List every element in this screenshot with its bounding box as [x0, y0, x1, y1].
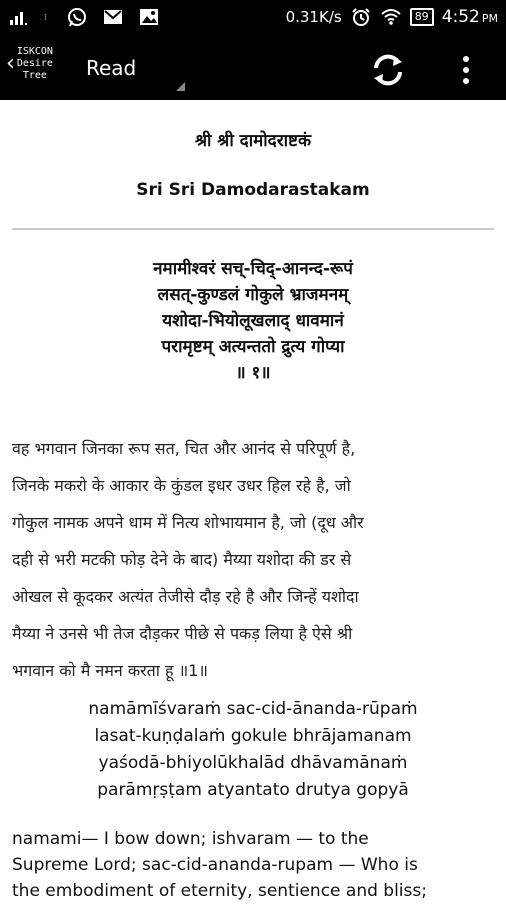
title-hindi: श्री श्री दामोदराष्टकं: [194, 131, 312, 151]
verse-number: ॥ १॥: [235, 363, 271, 383]
more-notifications-icon: [44, 6, 52, 28]
divider: [12, 228, 494, 230]
battery-level: 89: [414, 10, 429, 23]
verse-hindi: [0, 256, 506, 386]
word-gloss: [12, 826, 494, 904]
chevron-left-icon: ‹: [6, 51, 15, 76]
wifi-icon: [380, 6, 402, 28]
overflow-menu-icon[interactable]: [456, 52, 476, 88]
meaning-line: वह भगवान जिनका रूप सत, चित और आनंद से परिपूर्ण है,: [12, 439, 356, 458]
verse-line: यशोदा-भियोलूखलाद् धावमानं: [162, 311, 344, 331]
back-button[interactable]: [6, 46, 53, 82]
verse-line: नमामीश्वरं सच्-चिद्-आनन्द-रूपं: [153, 259, 353, 279]
status-right: [286, 6, 498, 28]
verse-line: लसत्-कुण्डलं गोकुले भ्राजमनम्: [157, 285, 349, 305]
whatsapp-icon: [66, 6, 88, 28]
meaning-line: भगवान को मै नमन करता हू ॥1॥: [12, 661, 208, 680]
refresh-icon[interactable]: [368, 50, 408, 90]
gloss-line: the embodiment of eternity, sentience and bliss;: [12, 881, 427, 901]
gallery-icon: [138, 6, 160, 28]
meaning-line: जिनके मकरो के आकार के कुंडल इधर उधर हिल रहे है, जो: [12, 476, 351, 495]
app-title-spinner[interactable]: Read: [86, 56, 137, 80]
meaning-line: मैय्या ने उनसे भी तेज दौड़कर पीछे से पकड़ लिया है ऐसे श्री: [12, 624, 353, 643]
meaning-line: दही से भरी मटकी फोड़ देने के बाद) मैय्या यशोदा की डर से: [12, 550, 352, 569]
meaning-hindi: [12, 430, 494, 689]
translit-line: parāmṛṣṭam atyantato drutya gopyā: [97, 780, 409, 800]
title-english: Sri Sri Damodarastakam: [136, 180, 370, 200]
battery-icon: [410, 8, 434, 26]
app-bar: [0, 36, 506, 100]
signal-icon: [8, 6, 30, 28]
gmail-icon: [102, 6, 124, 28]
translit-line: namāmīśvaraṁ sac-cid-ānanda-rūpaṁ: [88, 699, 418, 719]
gloss-line: Supreme Lord; sac-cid-ananda-rupam — Who is: [12, 855, 418, 875]
meaning-line: ओखल से कूदकर अत्यंत तेजीसे दौड़ रहे है और जिन्हें यशोदा: [12, 587, 359, 606]
clock-time: 4:52 PM: [441, 7, 498, 27]
gloss-line: namami— I bow down; ishvaram — to the: [12, 829, 369, 849]
translit-line: yaśodā-bhiyolūkhalād dhāvamānaṁ: [98, 753, 408, 773]
translit-line: lasat-kuṇḍalaṁ gokule bhrājamanam: [94, 726, 412, 746]
spinner-dropdown-icon: [176, 82, 185, 91]
status-bar: [0, 0, 506, 36]
verse-transliteration: [0, 696, 506, 804]
network-speed: 0.31K/s: [285, 8, 342, 26]
meaning-line: गोकुल नामक अपने धाम में नित्य शोभायमान है, जो (दूध और: [12, 513, 364, 532]
alarm-clock-icon: [350, 6, 372, 28]
iskcon-desire-tree-logo: ISKCON Desire Tree: [16, 46, 53, 81]
verse-line: परामृष्टम् अत्यन्ततो द्रुत्य गोप्या: [161, 337, 345, 357]
status-left-icons: [8, 6, 160, 28]
